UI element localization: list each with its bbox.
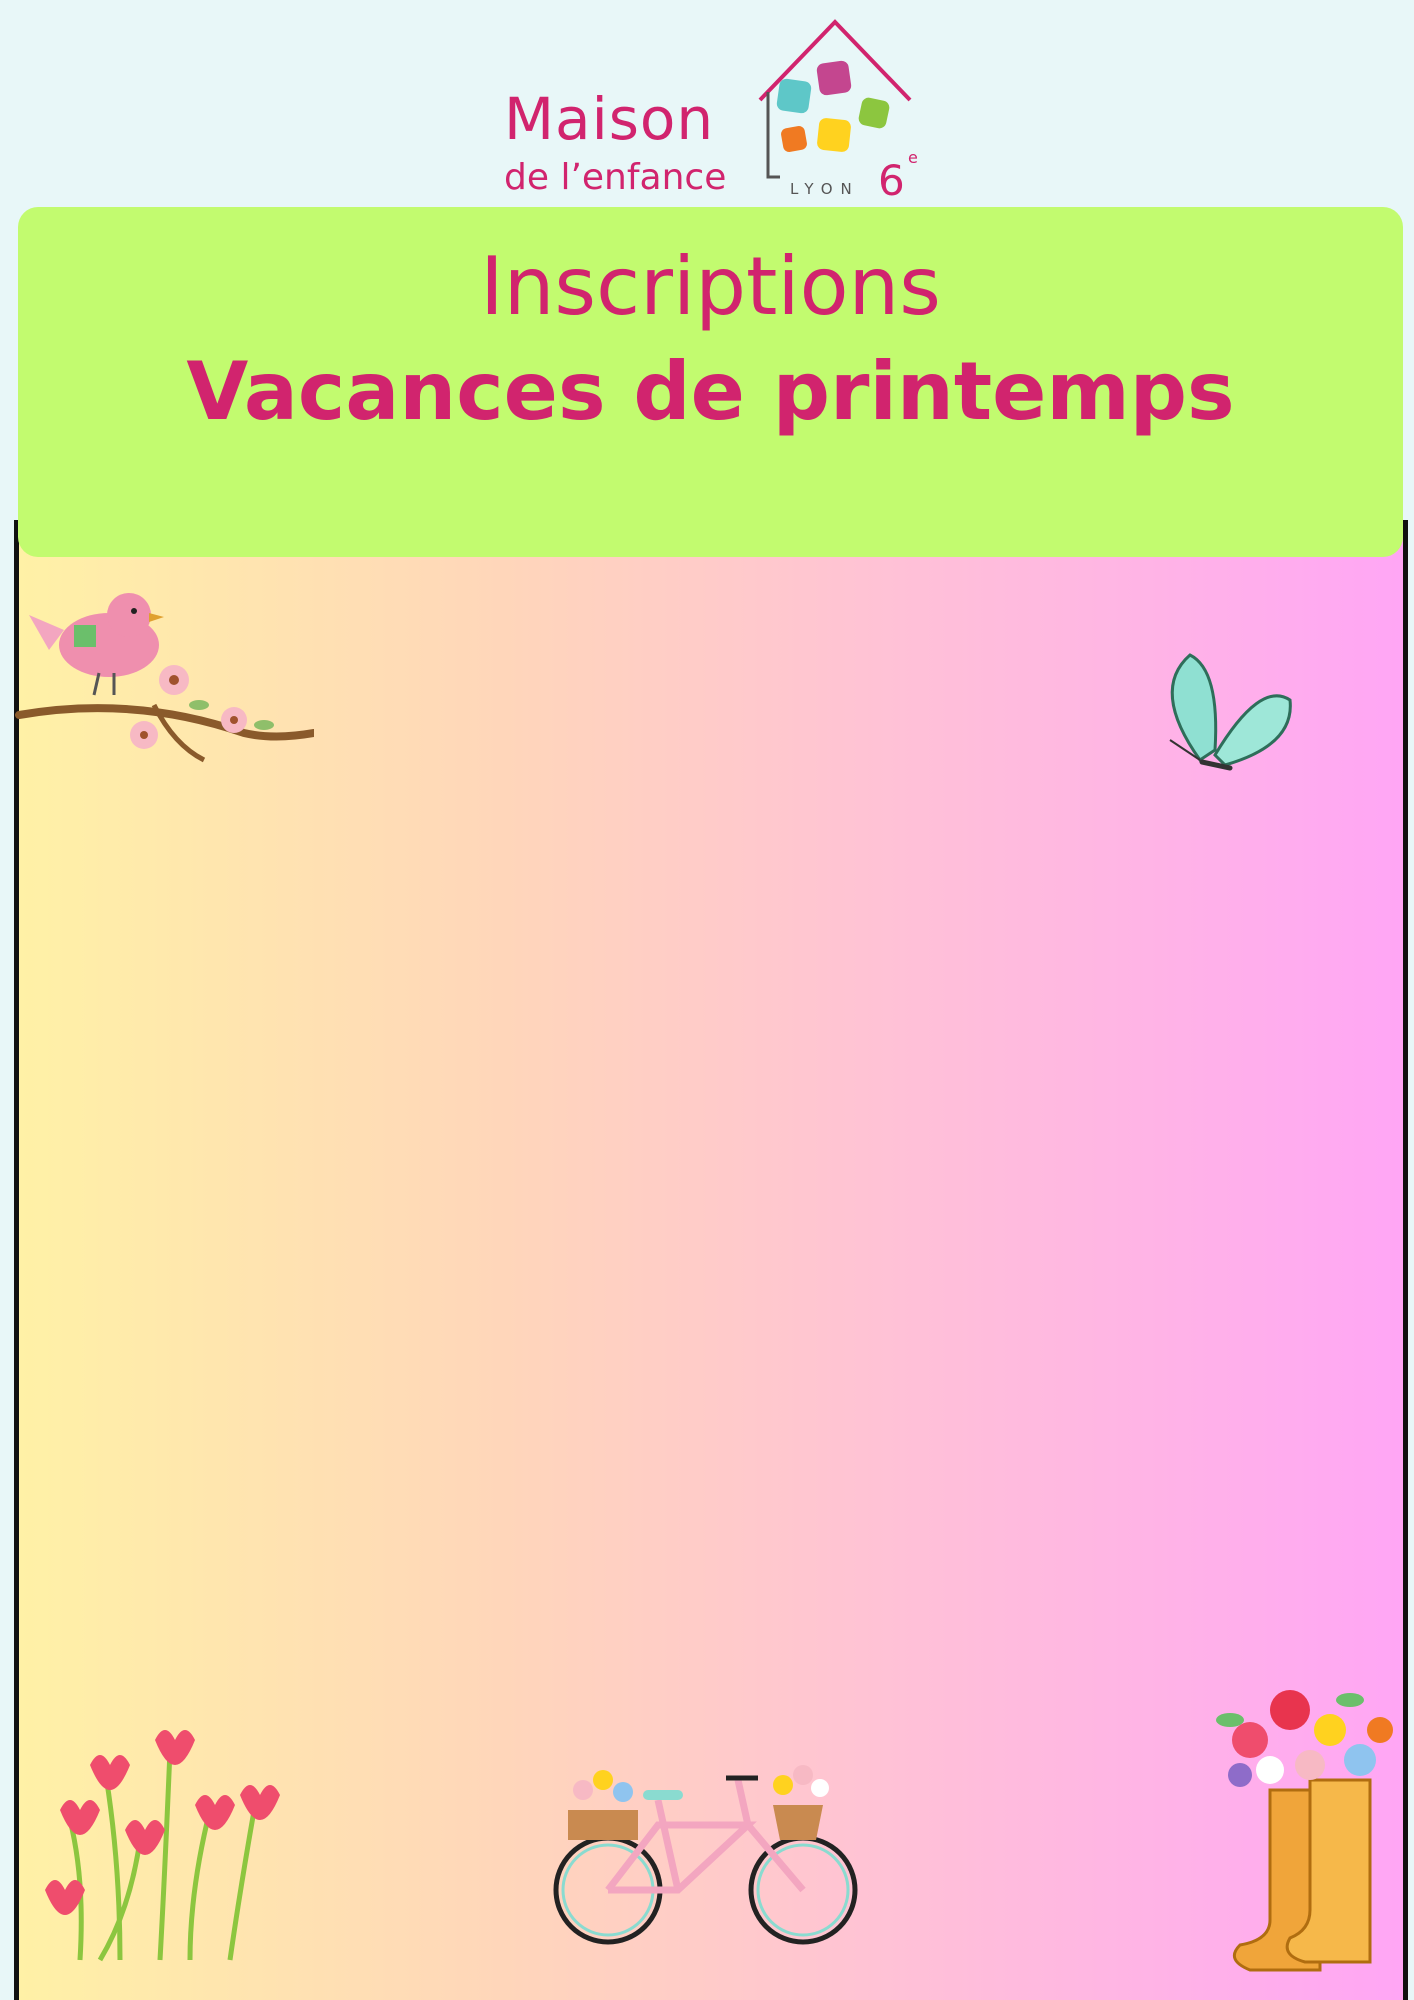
boots-flowers-icon	[1210, 1670, 1410, 1990]
logo-subtitle: de l’enfance	[504, 157, 727, 198]
butterfly-icon	[1140, 650, 1300, 780]
tulips-icon	[40, 1710, 300, 1970]
logo-city: LYON	[790, 180, 860, 198]
logo-district-number: 6	[878, 156, 905, 205]
header-banner	[18, 207, 1403, 557]
bicycle-icon	[548, 1730, 868, 1950]
logo-district-suffix: e	[908, 148, 918, 167]
logo-name: Maison	[504, 85, 715, 153]
logo	[500, 12, 920, 205]
bird-branch-icon	[14, 585, 314, 775]
page-title-inscriptions: Inscriptions	[480, 240, 941, 333]
page-title-vacances: Vacances de printemps	[186, 345, 1235, 438]
